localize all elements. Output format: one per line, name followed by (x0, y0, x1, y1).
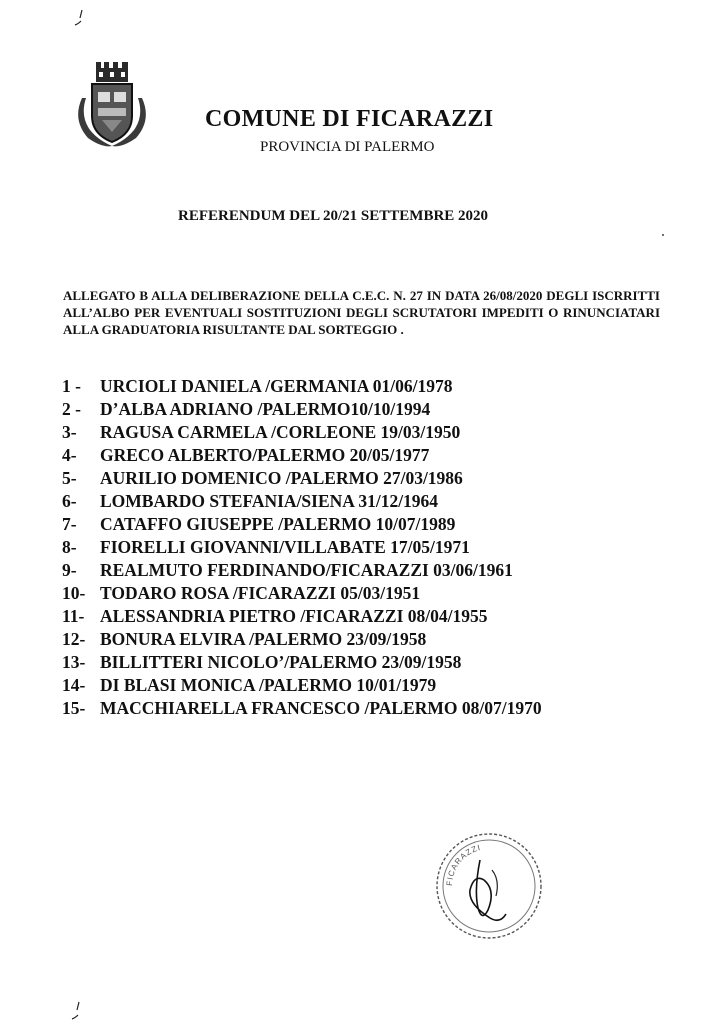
list-item (62, 628, 542, 651)
item-text: URCIOLI DANIELA /GERMANIA 01/06/1978 (100, 376, 453, 396)
item-text: DI BLASI MONICA /PALERMO 10/01/1979 (100, 675, 437, 695)
item-number: 10- (62, 583, 86, 603)
item-number: 11- (62, 606, 85, 626)
official-stamp-signature-icon (430, 830, 548, 942)
list-item (62, 513, 542, 536)
item-number: 12- (62, 629, 86, 649)
item-text: AURILIO DOMENICO /PALERMO 27/03/1986 (100, 468, 463, 488)
item-number: 2 - (62, 399, 81, 419)
item-number: 9- (62, 560, 77, 580)
list-item (62, 651, 542, 674)
item-number: 13- (62, 652, 86, 672)
item-text: BILLITTERI NICOLO’/PALERMO 23/09/1958 (100, 652, 462, 672)
list-item (62, 375, 542, 398)
item-text: MACCHIARELLA FRANCESCO /PALERMO 08/07/1970 (100, 698, 542, 718)
stamp-text: FICARAZZI (444, 842, 482, 887)
list-item (62, 490, 542, 513)
item-text: LOMBARDO STEFANIA/SIENA 31/12/1964 (100, 491, 439, 511)
provincia-name: PROVINCIA DI PALERMO (260, 139, 435, 155)
item-text: BONURA ELVIRA /PALERMO 23/09/1958 (100, 629, 427, 649)
item-number: 15- (62, 698, 86, 718)
item-number: 1 - (62, 376, 81, 396)
list-item (62, 582, 542, 605)
allegato-paragraph: ALLEGATO B ALLA DELIBERAZIONE DELLA C.E.C. N. 27 IN DATA 26/08/2020 DEGLI ISCRRITTI ALL’ALBO PER EVENTUALI SOSTITUZIONI DEGLI SCRUTATORI IMPEDITI O RINUNCIATARI ALLA GRADUATORIA RISULTANTE DAL SORTEGGIO . (63, 288, 660, 337)
scan-mark-right (660, 232, 666, 238)
list-item (62, 697, 542, 720)
item-text: ALESSANDRIA PIETRO /FICARAZZI 08/04/1955 (100, 606, 488, 626)
item-number: 8- (62, 537, 77, 557)
coat-of-arms-icon (68, 58, 156, 150)
referendum-title: REFERENDUM DEL 20/21 SETTEMBRE 2020 (178, 208, 489, 224)
comune-name: COMUNE DI FICARAZZI (205, 106, 494, 132)
list-item (62, 398, 542, 421)
item-number: 6- (62, 491, 77, 511)
scan-mark-bottom (70, 1000, 84, 1022)
item-number: 4- (62, 445, 77, 465)
names-list (62, 375, 542, 720)
item-number: 14- (62, 675, 86, 695)
list-item (62, 559, 542, 582)
item-number: 5- (62, 468, 77, 488)
list-item (62, 536, 542, 559)
list-item (62, 467, 542, 490)
scan-mark-top (72, 8, 86, 28)
item-text: GRECO ALBERTO/PALERMO 20/05/1977 (100, 445, 430, 465)
item-text: D’ALBA ADRIANO /PALERMO10/10/1994 (100, 399, 431, 419)
list-item (62, 421, 542, 444)
item-text: RAGUSA CARMELA /CORLEONE 19/03/1950 (100, 422, 461, 442)
list-item (62, 444, 542, 467)
item-number: 3- (62, 422, 77, 442)
item-text: REALMUTO FERDINANDO/FICARAZZI 03/06/1961 (100, 560, 513, 580)
item-text: TODARO ROSA /FICARAZZI 05/03/1951 (100, 583, 421, 603)
item-number: 7- (62, 514, 77, 534)
item-text: CATAFFO GIUSEPPE /PALERMO 10/07/1989 (100, 514, 456, 534)
list-item (62, 605, 542, 628)
item-text: FIORELLI GIOVANNI/VILLABATE 17/05/1971 (100, 537, 470, 557)
list-item (62, 674, 542, 697)
